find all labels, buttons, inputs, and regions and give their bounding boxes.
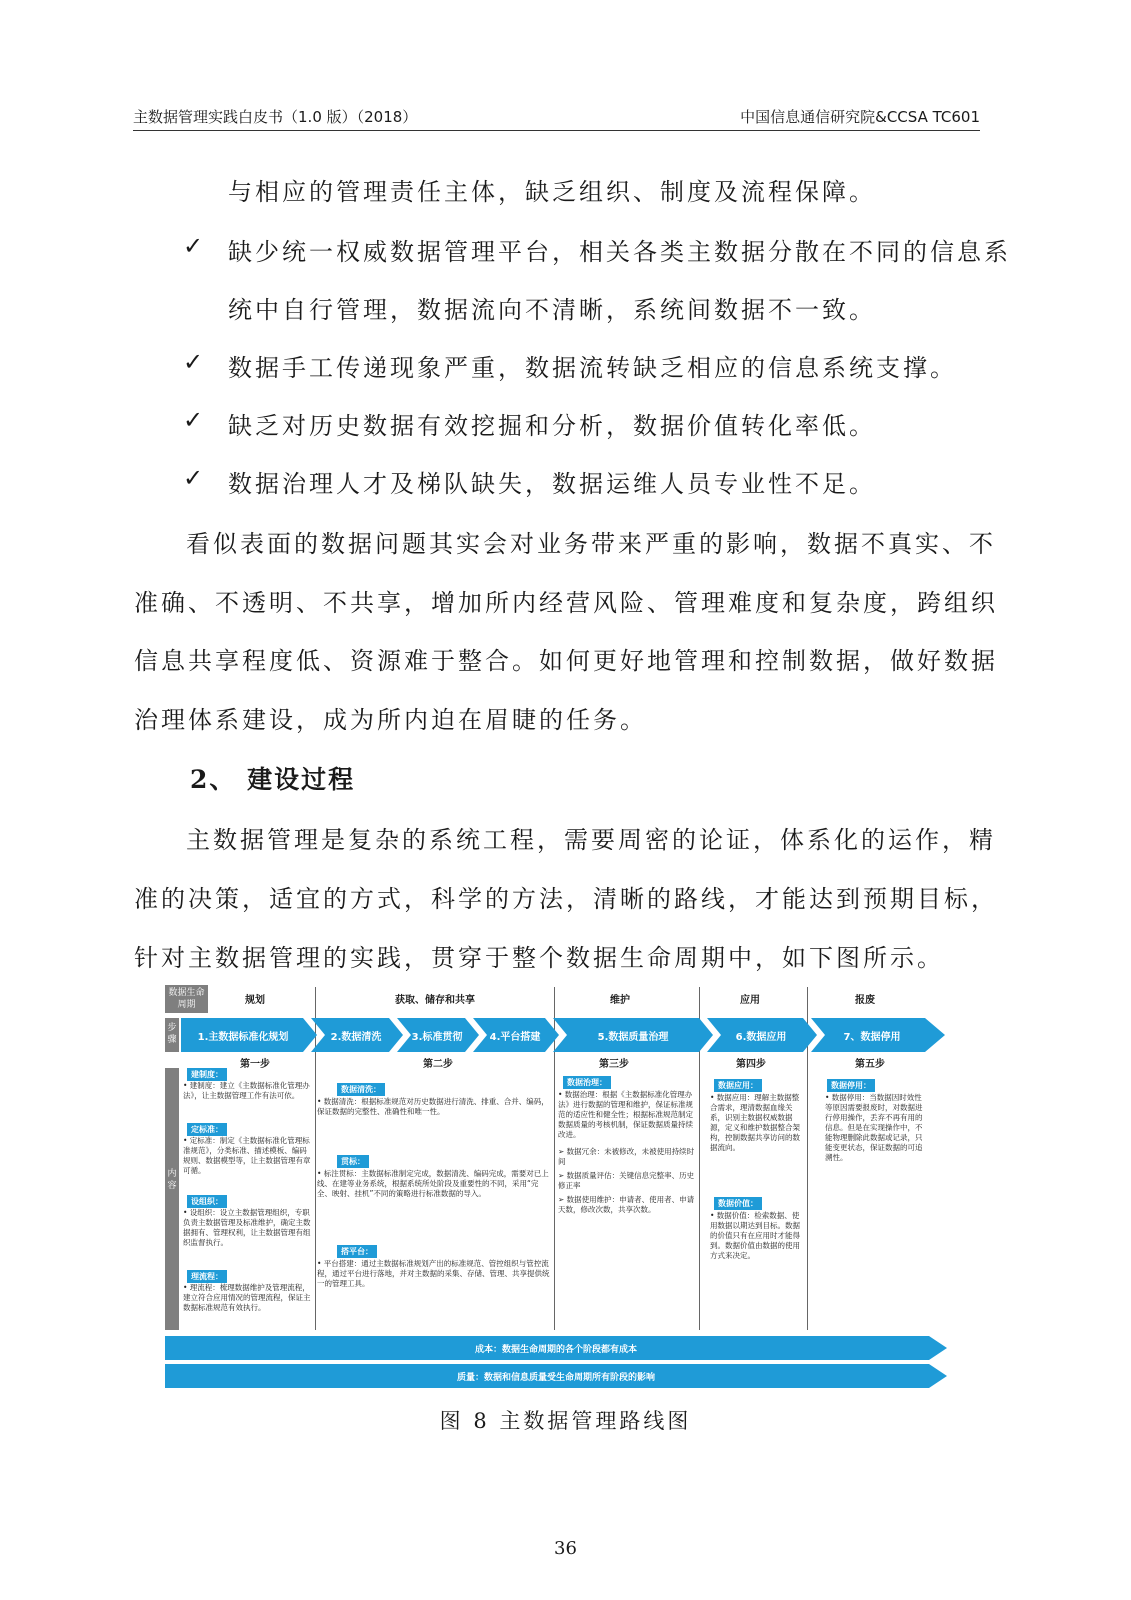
check-icon: ✓ <box>183 406 204 434</box>
paragraph-line: 看似表面的数据问题其实会对业务带来严重的影响，数据不真实、不 <box>186 530 996 558</box>
content-tag: 数据应用： <box>714 1079 762 1092</box>
content-text: • 数据治理：根据《主数据标准化管理办法》进行数据的管理和维护，保证标准规范的适应性和健全性；根据标准规范制定数据质量的考核机制，保证数据质量持续改进。 <box>558 1090 693 1139</box>
content-tag: 建制度： <box>187 1068 227 1081</box>
content-tag: 数据治理： <box>563 1076 611 1089</box>
content-text: • 数据应用：理解主数据整合需求，理清数据血缘关系，识别主数据权威数据源，定义和维护数据整合架构，控制数据共享访问的数据流向。 <box>710 1093 800 1152</box>
check-icon: ✓ <box>183 464 204 492</box>
content-tag: 数据清洗： <box>337 1083 385 1096</box>
header-org: 中国信息通信研究院&CCSA TC601 <box>740 108 980 126</box>
content-text: ➢ 数据使用维护：申请者、使用者、申请天数，修改次数，共享次数。 <box>558 1195 695 1214</box>
step-arrow-label: 2.数据清洗 <box>330 1032 382 1043</box>
content-text: • 定标准：制定《主数据标准化管理标准规范》，分类标准、描述模板、编码规则、数据模型等，让主数据管理有章可循。 <box>183 1136 311 1175</box>
step-arrow-label: 1.主数据标准化规划 <box>197 1032 289 1043</box>
quality-band-label: 质量：数据和信息质量受生命周期所有阶段的影响 <box>456 1373 655 1383</box>
step-label: 第三步 <box>599 1059 629 1070</box>
bullet-text: 缺少统一权威数据管理平台，相关各类主数据分散在不同的信息系 <box>228 238 1011 266</box>
content-text: ➢ 数据冗余：未被修改，未被使用持续时间 <box>558 1147 695 1166</box>
page-header <box>133 104 980 131</box>
step-label: 第二步 <box>423 1059 453 1070</box>
row-label-content: 内容 <box>165 1068 179 1330</box>
section-heading: 2、 建设过程 <box>190 765 356 794</box>
content-text: ➢ 数据质量评估：关键信息完整率、历史修正率 <box>558 1171 695 1190</box>
bullet-text: 统中自行管理，数据流向不清晰，系统间数据不一致。 <box>228 296 876 324</box>
paragraph-line: 准确、不透明、不共享，增加所内经营风险、管理难度和复杂度，跨组织 <box>134 589 998 617</box>
content-text: • 设组织：设立主数据管理组织，专职负责主数据管理及标准维护，确定主数据拥有、管理权利，让主数据管理有组织监督执行。 <box>183 1208 311 1247</box>
roadmap-figure <box>165 985 947 1390</box>
bullet-text: 数据治理人才及梯队缺失，数据运维人员专业性不足。 <box>228 470 876 498</box>
content-tag: 数据停用： <box>827 1079 875 1092</box>
step-arrow-label: 3.标准贯彻 <box>411 1032 463 1043</box>
bullet-text: 缺乏对历史数据有效挖掘和分析，数据价值转化率低。 <box>228 412 876 440</box>
content-tag: 搭平台： <box>337 1245 377 1258</box>
row-label-steps: 步骤 <box>165 1018 179 1052</box>
cost-band-label: 成本：数据生命周期的各个阶段都有成本 <box>474 1345 637 1355</box>
phase-label: 规划 <box>245 995 265 1006</box>
step-arrow-row <box>181 1018 947 1052</box>
step-arrow-label: 6.数据应用 <box>735 1032 787 1043</box>
step-label: 第五步 <box>855 1059 885 1070</box>
content-tag: 定标准： <box>187 1123 227 1136</box>
step-arrow-label: 4.平台搭建 <box>489 1032 541 1043</box>
step-label: 第一步 <box>240 1059 270 1070</box>
content-text: • 理流程：梳理数据维护及管理流程，建立符合应用情况的管理流程，保证主数据标准规范有效执行。 <box>183 1283 311 1312</box>
phase-label: 报废 <box>855 995 875 1006</box>
content-text: • 标注贯标：主数据标准制定完成，数据清洗、编码完成，需要对已上线、在建等业务系统，根据系统所处阶段及重要性的不同，采用“完全、映射、挂机”不同的策略进行标准数据的导入。 <box>317 1169 549 1198</box>
phase-label: 获取、储存和共享 <box>395 995 475 1006</box>
page-number: 36 <box>554 1538 577 1559</box>
row-label-lifecycle: 数据生命周期 <box>165 985 208 1013</box>
figure-caption: 图 8 主数据管理路线图 <box>439 1409 692 1433</box>
content-tag: 贯标： <box>337 1155 369 1168</box>
content-text: • 建制度：建立《主数据标准化管理办法》，让主数据管理工作有法可依。 <box>183 1081 310 1100</box>
content-tag: 数据价值： <box>714 1197 762 1210</box>
paragraph-line: 准的决策，适宜的方式，科学的方法，清晰的路线，才能达到预期目标， <box>134 885 998 913</box>
content-text: • 数据停用：当数据因时效性等原因需要报废时，对数据进行停用操作，丢弃不再有用的信息。但是在实现操作中，不能物理删除此数据或记录，只能变更状态，保证数据的可追溯性。 <box>825 1093 923 1162</box>
paragraph-line: 主数据管理是复杂的系统工程，需要周密的论证，体系化的运作，精 <box>186 826 996 854</box>
content-text: • 数据价值：检索数据、使用数据以期达到目标。数据的价值只有在应用时才能得到。数据价值由数据的使用方式来决定。 <box>710 1211 800 1260</box>
step-arrow-label: 7、数据停用 <box>843 1032 901 1043</box>
bullet-text: 数据手工传递现象严重，数据流转缺乏相应的信息系统支撑。 <box>228 354 957 382</box>
content-text: • 数据清洗：根据标准规范对历史数据进行清洗、排重、合并、编码，保证数据的完整性、准确性和唯一性。 <box>317 1097 549 1116</box>
header-title: 主数据管理实践白皮书（1.0 版）（2018） <box>133 108 418 126</box>
step-label: 第四步 <box>736 1059 766 1070</box>
content-tag: 理流程： <box>187 1270 227 1283</box>
check-icon: ✓ <box>183 232 204 260</box>
phase-label: 维护 <box>610 995 630 1006</box>
content-tag: 设组织： <box>187 1195 227 1208</box>
paragraph-line: 针对主数据管理的实践，贯穿于整个数据生命周期中，如下图所示。 <box>134 944 944 972</box>
text-line: 与相应的管理责任主体，缺乏组织、制度及流程保障。 <box>228 178 876 206</box>
paragraph-line: 信息共享程度低、资源难于整合。如何更好地管理和控制数据，做好数据 <box>134 647 998 675</box>
content-text: • 平台搭建：通过主数据标准规划产出的标准规范、管控组织与管控流程，通过平台进行落地，并对主数据的采集、存储、管理、共享提供统一的管理工具。 <box>317 1259 550 1288</box>
step-arrow-label: 5.数据质量治理 <box>597 1032 669 1043</box>
check-icon: ✓ <box>183 348 204 376</box>
phase-label: 应用 <box>740 995 760 1006</box>
paragraph-line: 治理体系建设，成为所内迫在眉睫的任务。 <box>134 706 647 734</box>
